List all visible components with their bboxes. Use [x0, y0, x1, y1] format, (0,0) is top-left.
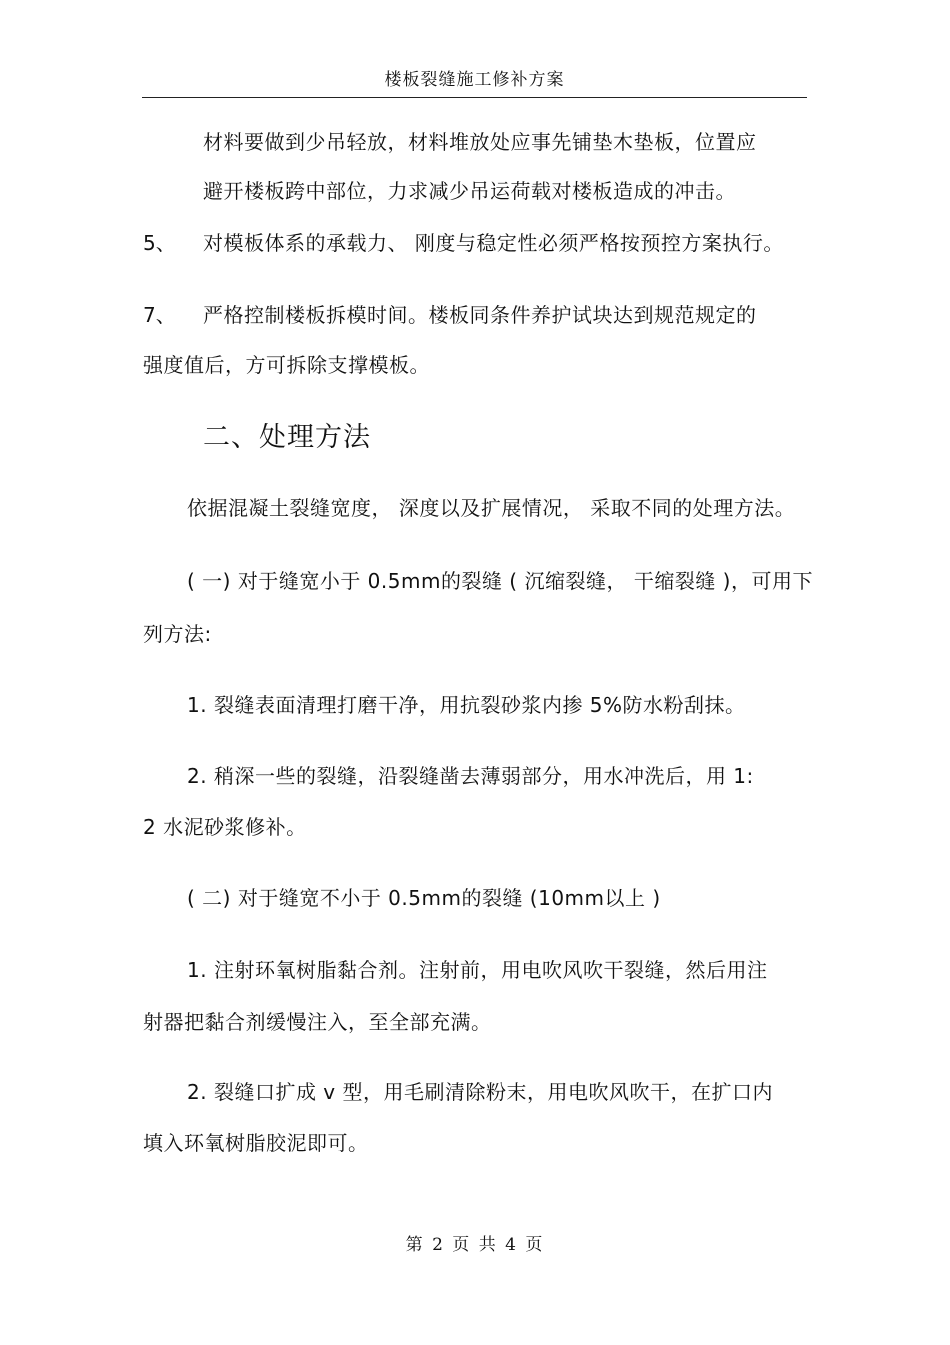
- subsection-one-title: ( 一) 对于缝宽小于 0.5mm的裂缝 ( 沉缩裂缝， 干缩裂缝 )，可用下: [187, 569, 813, 593]
- item-text: 对模板体系的承载力、 刚度与稳定性必须严格按预控方案执行。: [203, 231, 784, 255]
- page-header-title: 楼板裂缝施工修补方案: [384, 70, 565, 90]
- page-number-footer: 第 2 页 共 4 页: [405, 1235, 545, 1255]
- item-text: 严格控制楼板拆模时间。楼板同条件养护试块达到规范规定的: [203, 303, 757, 327]
- method-item-continued: 2 水泥砂浆修补。: [143, 815, 307, 839]
- subsection-two-title: ( 二) 对于缝宽不小于 0.5mm的裂缝 (10mm以上 ): [187, 886, 661, 910]
- section-intro: 依据混凝土裂缝宽度， 深度以及扩展情况， 采取不同的处理方法。: [187, 496, 796, 520]
- paragraph-line: 材料要做到少吊轻放，材料堆放处应事先铺垫木垫板，位置应: [203, 130, 757, 154]
- header-divider: [142, 97, 807, 98]
- item-text-continued: 强度值后，方可拆除支撑模板。: [143, 353, 430, 377]
- method-item-continued: 射器把黏合剂缓慢注入，至全部充满。: [143, 1010, 492, 1034]
- subsection-one-title-continued: 列方法:: [143, 622, 212, 646]
- method-item: 2. 稍深一些的裂缝，沿裂缝凿去薄弱部分，用水冲洗后，用 1:: [187, 764, 754, 788]
- section-heading: 二、处理方法: [203, 422, 371, 453]
- item-number: 7、: [143, 303, 176, 327]
- method-item: 2. 裂缝口扩成 v 型，用毛刷清除粉末，用电吹风吹干，在扩口内: [187, 1080, 773, 1104]
- method-item: 1. 注射环氧树脂黏合剂。注射前，用电吹风吹干裂缝，然后用注: [187, 958, 768, 982]
- method-item-continued: 填入环氧树脂胶泥即可。: [143, 1131, 369, 1155]
- paragraph-line: 避开楼板跨中部位，力求减少吊运荷载对楼板造成的冲击。: [203, 179, 736, 203]
- item-number: 5、: [143, 231, 176, 255]
- method-item: 1. 裂缝表面清理打磨干净，用抗裂砂浆内掺 5%防水粉刮抹。: [187, 693, 746, 717]
